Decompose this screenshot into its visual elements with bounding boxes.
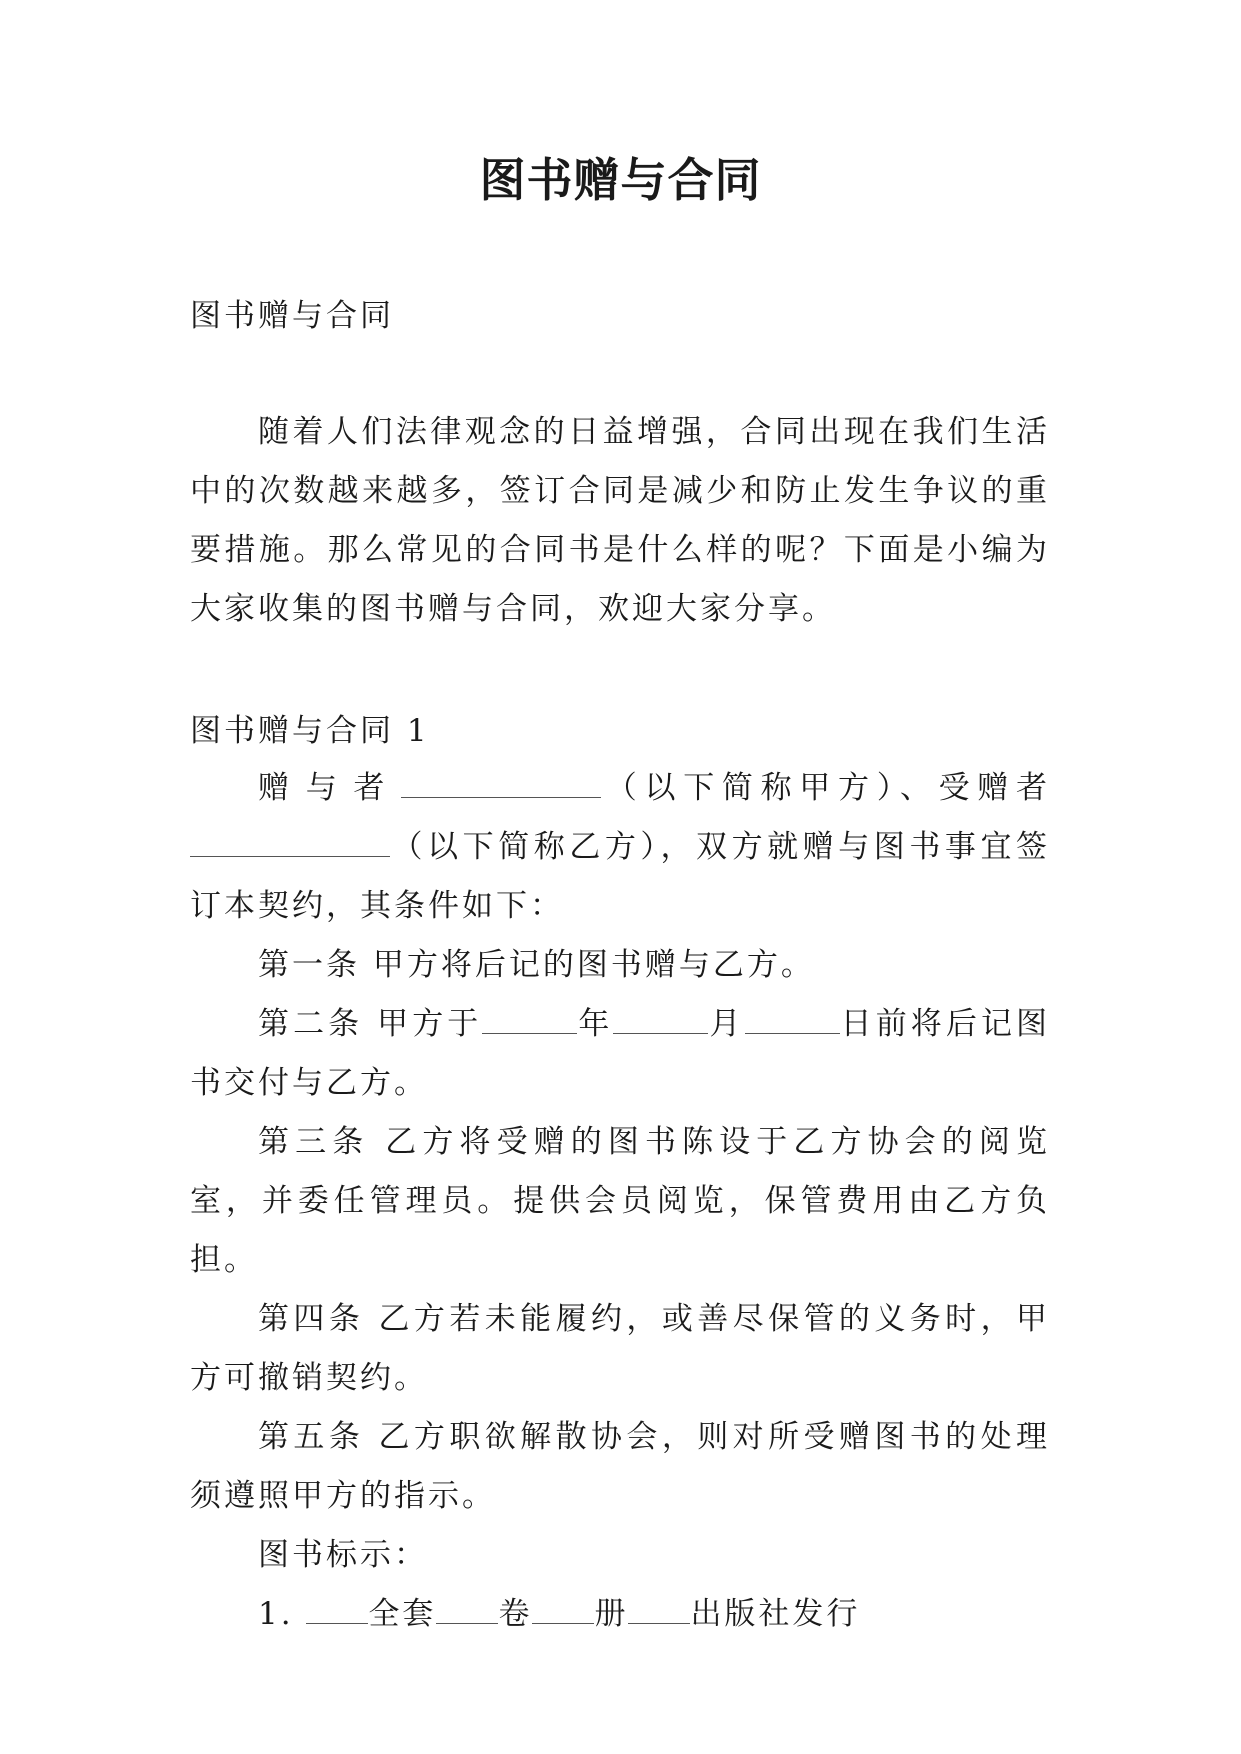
article-4: 第四条 乙方若未能履约，或善尽保管的义务时，甲方可撤销契约。 xyxy=(190,1301,1050,1396)
publisher-blank xyxy=(628,1593,690,1624)
copy-blank xyxy=(532,1593,594,1624)
document-subtitle: 图书赠与合同 xyxy=(190,298,394,334)
month-label: 月 xyxy=(708,1006,745,1042)
section-title: 图书赠与合同 1 xyxy=(190,713,430,749)
article-5: 第五条 乙方职欲解散协会，则对所受赠图书的处理须遵照甲方的指示。 xyxy=(190,1419,1050,1514)
book-item-1 xyxy=(190,1585,1050,1644)
publisher-label: 出版社发行 xyxy=(690,1596,861,1632)
year-blank xyxy=(482,1003,577,1034)
book-label: 图书标示： xyxy=(258,1537,428,1573)
article-2-suffix: 日前将后记图书交付与乙方。 xyxy=(190,1006,1051,1101)
volume-label: 卷 xyxy=(498,1596,533,1632)
article-1: 第一条 甲方将后记的图书赠与乙方。 xyxy=(258,947,815,983)
set-count-blank xyxy=(306,1593,368,1624)
article-2 xyxy=(190,995,1050,1113)
donor-blank xyxy=(401,767,601,798)
donor-label: 赠与者 xyxy=(258,770,402,806)
article-3: 第三条 乙方将受赠的图书陈设于乙方协会的阅览室，并委任管理员。提供会员阅览，保管费用由乙方负担。 xyxy=(190,1124,1050,1278)
donor-suffix: （以下简称甲方）、受赠者 xyxy=(601,770,1051,806)
month-blank xyxy=(613,1003,708,1034)
document-title: 图书赠与合同 xyxy=(479,153,762,207)
set-label: 全套 xyxy=(368,1596,437,1632)
copy-label: 册 xyxy=(594,1596,629,1632)
donee-suffix: （以下简称乙方），双方就赠与图书事宜签订本契约，其条件如下： xyxy=(190,829,1050,924)
parties-paragraph xyxy=(190,759,1050,936)
intro-paragraph: 随着人们法律观念的日益增强，合同出现在我们生活中的次数越来越多，签订合同是减少和防止发生争议的重要措施。那么常见的合同书是什么样的呢？下面是小编为大家收集的图书赠与合同，欢迎大家分享。 xyxy=(190,414,1050,627)
year-label: 年 xyxy=(577,1006,614,1042)
article-2-prefix: 第二条 甲方于 xyxy=(258,1006,483,1042)
contract-body xyxy=(190,759,1050,1644)
day-blank xyxy=(745,1003,840,1034)
item-number: 1. xyxy=(258,1596,294,1632)
donee-blank xyxy=(190,826,390,857)
volume-blank xyxy=(436,1593,498,1624)
